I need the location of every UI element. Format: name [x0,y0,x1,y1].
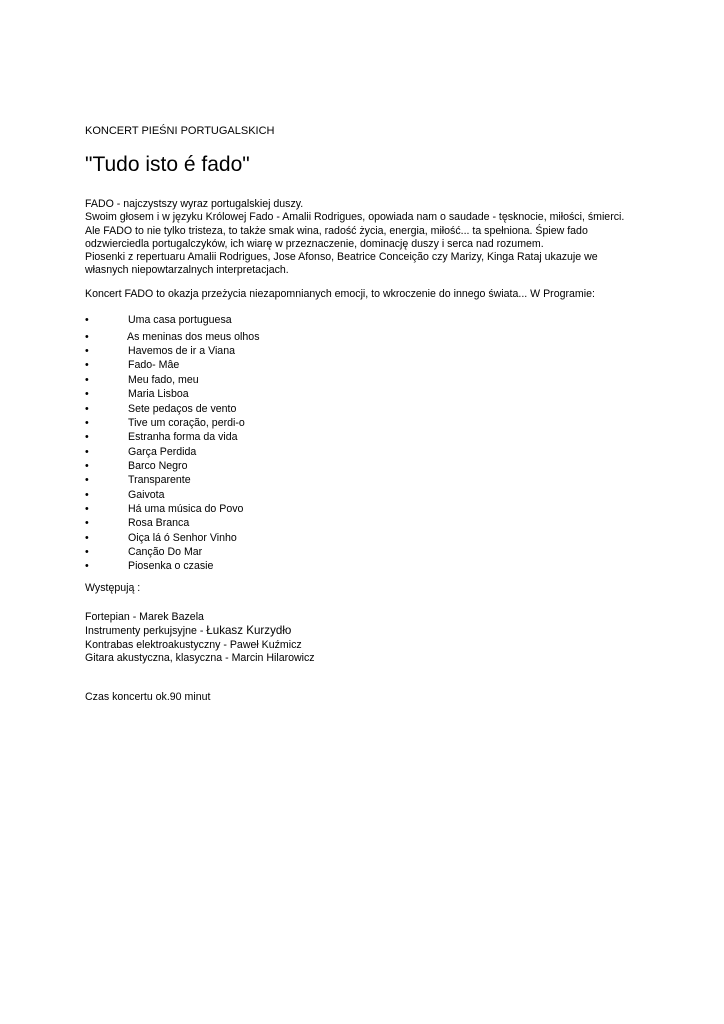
song-title: Uma casa portuguesa [128,313,232,326]
program-item [85,488,665,502]
performer-line [85,639,665,653]
performer-role: Gitara akustyczna, klasyczna - [85,652,232,665]
performer-role: Instrumenty perkujsyjne - [85,625,207,638]
performer-line [85,652,665,666]
program-item [85,402,665,416]
program-item [85,445,665,459]
performer-line [85,624,665,639]
song-title: Rosa Branca [128,517,190,530]
program-item [85,430,665,444]
program-item [85,516,665,530]
song-title: Piosenka o czasie [128,560,214,573]
bullet-icon: • [85,488,89,501]
bullet-icon: • [85,402,89,415]
bullet-icon: • [85,416,89,429]
program-item [85,373,665,387]
song-title: Fado- Mâe [128,359,180,372]
performer-role: Fortepian - [85,610,140,623]
performer-name: Paweł Kuźmicz [229,638,302,651]
performers-label: Występują : [85,581,141,594]
intro-line: FADO - najczystszy wyraz portugalskiej duszy. [85,198,304,210]
bullet-icon: • [85,531,89,544]
song-title: Há uma música do Povo [128,502,244,515]
program-item [85,330,665,344]
program-item [85,344,665,358]
program-item [85,313,665,330]
song-title: Oiça lá ó Senhor Vinho [128,531,237,544]
bullet-icon: • [85,517,89,530]
program-item [85,559,665,573]
song-title: Barco Negro [128,459,188,472]
song-title: Tive um coração, perdi-o [128,416,245,429]
program-item [85,545,665,559]
bullet-icon: • [85,502,89,515]
program-list [85,313,665,574]
bullet-icon: • [85,560,89,573]
performer-name: Marek Bazela [139,610,204,623]
intro-line: Ale FADO to nie tylko tristeza, to także smak wina, radość życia, energia, miłość... ta spełniona. Śpiew fado [85,224,588,237]
song-title: Transparente [128,474,191,487]
bullet-icon: • [85,459,89,472]
intro-paragraph [85,198,665,278]
performer-line [85,611,665,625]
program-item [85,473,665,487]
bullet-icon: • [85,359,89,372]
bullet-icon: • [85,313,89,326]
concert-duration: Czas koncertu ok.90 minut [85,690,211,703]
performer-role: Kontrabas elektroakustyczny - [85,638,230,651]
bullet-icon: • [85,373,89,386]
song-title: Gaivota [128,488,165,501]
program-item [85,387,665,401]
song-title: Sete pedaços de vento [128,402,237,415]
bullet-icon: • [85,431,89,444]
bullet-icon: • [85,545,89,558]
song-title: Havemos de ir a Viana [128,345,235,358]
performers-list [85,611,665,666]
program-lead: Koncert FADO to okazja przeżycia niezapomnianych emocji, to wkroczenie do innego świata... W Programie: [85,287,595,300]
song-title: Canção Do Mar [128,545,203,558]
bullet-icon: • [85,445,89,458]
program-item [85,502,665,516]
program-item [85,459,665,473]
song-title: Meu fado, meu [128,373,199,386]
program-item [85,358,665,372]
concert-kicker: KONCERT PIEŚNI PORTUGALSKICH [85,125,275,137]
bullet-icon: • [85,330,89,343]
performer-name: Łukasz Kurzydło [206,624,292,638]
song-title: Garça Perdida [128,445,197,458]
document-page [85,124,665,704]
intro-line: Piosenki z repertuaru Amalii Rodrigues, Jose Afonso, Beatrice Conceição czy Marizy, Kinga Rataj ukazuje we [85,251,598,264]
program-item [85,531,665,545]
bullet-icon: • [85,474,89,487]
song-title: Maria Lisboa [128,388,189,401]
song-title: Estranha forma da vida [128,431,238,444]
song-title: As meninas dos meus olhos [127,330,260,343]
intro-line: własnych niepowtarzalnych interpretacjach. [85,264,289,277]
concert-title: "Tudo isto é fado" [85,153,250,176]
bullet-icon: • [85,388,89,401]
intro-line: Swoim głosem i w języku Królowej Fado - Amalii Rodrigues, opowiada nam o saudade - tęsknocie, miłości, śmierci. [85,211,625,224]
intro-line: odzwierciedla portugalczyków, ich wiarę w przeznaczenie, dominację duszy i serca nad rozumem. [85,237,544,250]
bullet-icon: • [85,345,89,358]
performer-name: Marcin Hilarowicz [231,652,315,665]
program-item [85,416,665,430]
